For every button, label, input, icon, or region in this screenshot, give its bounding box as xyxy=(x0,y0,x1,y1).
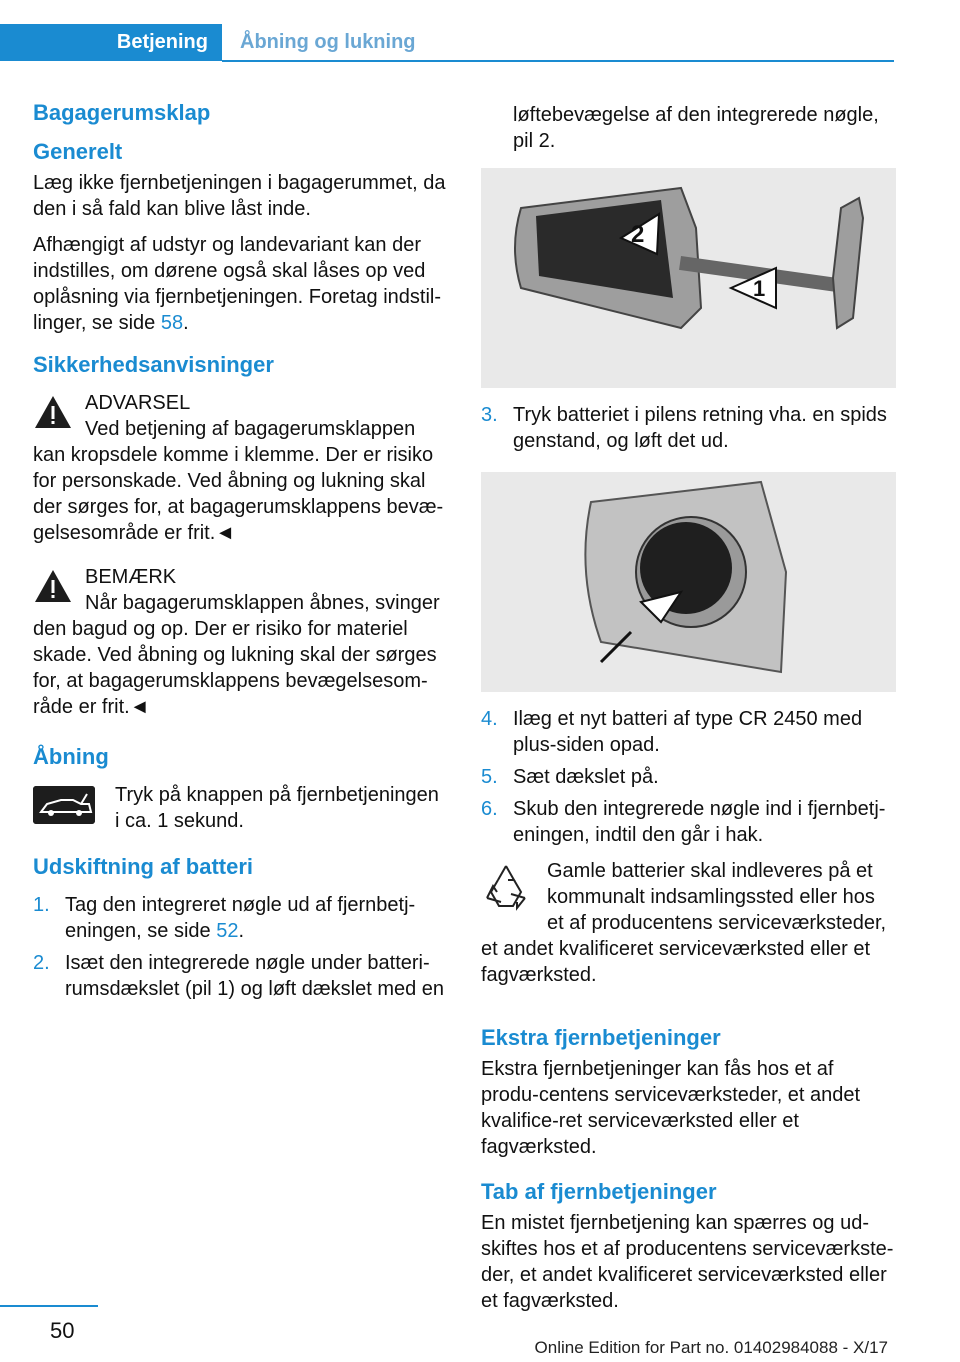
warning-advarsel xyxy=(33,390,448,546)
heading-aabning: Åbning xyxy=(33,744,109,769)
warning-triangle-icon xyxy=(33,394,73,430)
list-item xyxy=(481,402,896,454)
notice-line1: Når bagagerumsklappen åbnes, svinger xyxy=(85,592,440,614)
edition-footer: Online Edition for Part no. 01402984088 - X/17 xyxy=(534,1338,888,1357)
trunk-open-car-icon xyxy=(33,786,95,824)
notice-text: den bagud og op. Der er risiko for materiel skade. Ved åbning og lukning skal der sørges for, at bagagerumsklappens bevægelsesom-råde er frit.◄ xyxy=(33,618,437,718)
battery-removal-illustration xyxy=(481,472,896,692)
step-text: Sæt dækslet på. xyxy=(513,766,659,788)
recycle-text-rest: et andet kvalificeret serviceværksted eller et fagværksted. xyxy=(481,938,871,986)
paragraph-generelt-2: Afhængigt af udstyr og landevariant kan der indstilles, om dørene også skal låses op ved oplåsning via fjernbetjeningen. Foretag indstil-linger, se side 58. xyxy=(33,234,442,334)
heading-udskiftning: Udskiftning af batteri xyxy=(33,854,254,879)
warning-line1: Ved betjening af bagagerumsklappen xyxy=(85,418,416,440)
battery-steps-left xyxy=(33,892,448,1002)
battery-steps-right-a xyxy=(481,402,896,454)
paragraph-generelt-1: Læg ikke fjernbetjeningen i bagagerummet, da den i så fald kan blive låst inde. xyxy=(33,172,446,220)
recycle-text: Gamle batterier skal indleveres på et kommunalt indsamlingssted eller hos et af producentens serviceværksteder, xyxy=(547,860,887,934)
list-item xyxy=(481,764,896,790)
step2-continuation: løftebevægelse af den integrerede nøgle, pil 2. xyxy=(513,104,879,152)
step-number: 4. xyxy=(481,708,498,730)
right-column xyxy=(481,102,896,1324)
svg-text:2: 2 xyxy=(631,221,645,248)
page-number: 50 xyxy=(50,1318,75,1343)
battery-steps-right-b xyxy=(481,706,896,848)
notice-title: BEMÆRK xyxy=(85,566,177,588)
tab-aabning-og-lukning[interactable]: Åbning og lukning xyxy=(240,31,416,53)
heading-sikkerhedsanvisninger: Sikkerhedsanvisninger xyxy=(33,352,274,377)
heading-tab: Tab af fjernbetjeninger xyxy=(481,1179,717,1204)
heading-bagagerumsklap: Bagagerumsklap xyxy=(33,100,211,125)
warning-bemaerk xyxy=(33,564,448,720)
step-text: Isæt den integrerede nøgle under batteri-rumsdækslet (pil 1) og løft dækslet med en xyxy=(65,952,445,1000)
list-item xyxy=(481,796,896,848)
step-number: 5. xyxy=(481,766,498,788)
figure-key-removal xyxy=(481,168,896,388)
step-number: 3. xyxy=(481,404,498,426)
key-removal-illustration xyxy=(481,168,896,388)
aabning-text: Tryk på knappen på fjernbetjeningen i ca. 1 sekund. xyxy=(115,784,439,832)
step-number: 6. xyxy=(481,798,498,820)
warning-triangle-icon xyxy=(33,568,73,604)
step-text: Ilæg et nyt batteri af type CR 2450 med plus-siden opad. xyxy=(513,708,863,756)
heading-ekstra: Ekstra fjernbetjeninger xyxy=(481,1025,721,1050)
tab-betjening[interactable]: Betjening xyxy=(0,24,222,61)
paragraph-tab: En mistet fjernbetjening kan spærres og ud-skiftes hos et af producentens serviceværkste-der, et andet kvalificeret serviceværksted eller et fagværksted. xyxy=(481,1212,894,1312)
step-text: Tryk batteriet i pilens retning vha. en spids genstand, og løft det ud. xyxy=(513,404,887,452)
recycling-note xyxy=(481,858,896,988)
footer-rule xyxy=(0,1305,98,1307)
heading-generelt: Generelt xyxy=(33,139,123,164)
figure-battery-removal xyxy=(481,472,896,692)
recycle-icon xyxy=(481,862,531,912)
header-tabs xyxy=(0,24,960,64)
svg-text:1: 1 xyxy=(753,276,766,301)
header-rule xyxy=(222,60,894,62)
page-link-52[interactable]: 52 xyxy=(216,920,239,942)
step-number: 2. xyxy=(33,952,50,974)
list-item xyxy=(33,950,448,1002)
aabning-instruction xyxy=(33,782,448,834)
page-link-58[interactable]: 58 xyxy=(160,312,184,334)
list-item: 1. Tag den integreret nøgle ud af fjernbetj-eningen, se side 52. xyxy=(33,894,416,942)
paragraph-ekstra: Ekstra fjernbetjeninger kan fås hos et af produ-centens serviceværksteder, et andet kvalifice-ret serviceværksted eller et fagværksted. xyxy=(481,1058,861,1158)
list-item xyxy=(481,706,896,758)
warning-title: ADVARSEL xyxy=(85,392,191,414)
left-column xyxy=(33,98,448,1010)
warning-text: kan kropsdele komme i klemme. Der er risiko for personskade. Ved åbning og lukning skal der sørges for, at bagagerumsklappens bevæ-gelsesområde er frit.◄ xyxy=(33,444,444,544)
step-number: 1. xyxy=(33,894,50,916)
step-text: Skub den integrerede nøgle ind i fjernbetj-eningen, indtil den går i hak. xyxy=(513,798,886,846)
